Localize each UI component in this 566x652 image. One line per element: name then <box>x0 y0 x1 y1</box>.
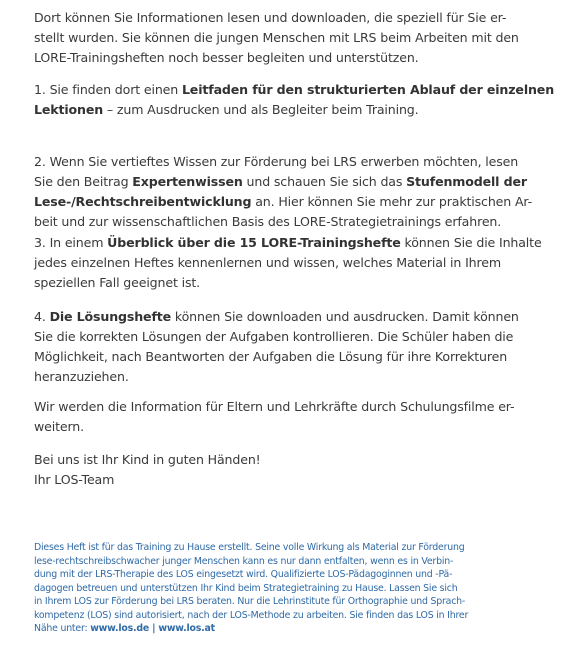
intro-paragraph <box>34 8 519 68</box>
item-2-paragraph <box>34 152 532 232</box>
text-line: LORE-Trainingsheften noch besser begleiten und unterstützen. <box>34 50 419 65</box>
text-line: speziellen Fall geeignet ist. <box>34 275 201 290</box>
text-line: weitern. <box>34 419 84 434</box>
footer-line: dung mit der LRS-Therapie des LOS eingesetzt wird. Qualifizierte LOS-Pädagoginnen und -Pä- <box>34 569 453 580</box>
link-los-de[interactable]: www.los.de <box>90 623 150 634</box>
text-line: jedes einzelnen Heftes kennenlernen und wissen, welches Material in Ihrem <box>34 255 501 270</box>
footer-text: Nähe unter: <box>34 623 91 634</box>
item-3-suffix: können Sie die Inhalte <box>400 235 542 250</box>
closing-paragraph <box>34 397 514 437</box>
link-separator: | <box>149 623 159 634</box>
item-3-paragraph <box>34 233 542 293</box>
item-2-bold-development: Lese-/Rechtschreibentwicklung <box>34 194 252 209</box>
item-2-bold-expert: Expertenwissen <box>132 174 243 189</box>
text-line <box>34 307 519 327</box>
footer-line <box>34 622 534 636</box>
item-2-bold-model: Stufenmodell der <box>406 174 527 189</box>
text-line: heranzuziehen. <box>34 369 129 384</box>
signature-line: Ihr LOS-Team <box>34 472 115 487</box>
text-line: Bei uns ist Ihr Kind in guten Händen! <box>34 452 261 467</box>
text-line <box>34 100 554 120</box>
footer-line: Dieses Heft ist für das Training zu Hause erstellt. Seine volle Wirkung als Material zur Förderung <box>34 542 465 553</box>
item-1-paragraph <box>34 80 554 120</box>
item-1-suffix: – zum Ausdrucken und als Begleiter beim Training. <box>103 102 419 117</box>
footer-note <box>34 541 534 636</box>
item-4-bold-solutions: Die Lösungshefte <box>49 309 172 324</box>
item-2-text: und schauen Sie sich das <box>242 174 407 189</box>
item-3-bold-overview: Überblick über die 15 LORE-Trainingshefte <box>107 235 401 250</box>
item-1-bold-lessons: Lektionen <box>34 102 104 117</box>
text-line: 2. Wenn Sie vertieftes Wissen zur Förderung bei LRS erwerben möchten, lesen <box>34 154 519 169</box>
signoff-paragraph <box>34 450 261 490</box>
link-los-at[interactable]: www.los.at <box>158 623 215 634</box>
text-line: Möglichkeit, nach Beantworten der Aufgaben die Lösung für ihre Korrekturen <box>34 349 508 364</box>
item-2-text: Sie den Beitrag <box>34 174 133 189</box>
footer-line: kompetenz (LOS) sind autorisiert, nach der LOS-Methode zu arbeiten. Sie finden das LOS in Ihrer <box>34 609 469 621</box>
text-line <box>34 192 532 212</box>
text-line: stellt wurden. Sie können die jungen Menschen mit LRS beim Arbeiten mit den <box>34 30 519 45</box>
item-4-paragraph <box>34 307 519 387</box>
text-line <box>34 80 554 100</box>
item-1-prefix: 1. Sie finden dort einen <box>34 82 182 97</box>
item-1-bold-guide: Leitfaden für den strukturierten Ablauf der einzelnen <box>181 82 555 97</box>
text-line <box>34 233 542 253</box>
text-line: beit und zur wissenschaftlichen Basis des LORE-Strategietrainings erfahren. <box>34 214 502 229</box>
item-4-prefix: 4. <box>34 309 50 324</box>
footer-line: lese-rechtschreibschwacher junger Menschen kann es nur dann entfalten, wenn es in Verbin- <box>34 555 454 567</box>
text-line: Sie die korrekten Lösungen der Aufgaben kontrollieren. Die Schüler haben die <box>34 329 514 344</box>
item-3-prefix: 3. In einem <box>34 235 108 250</box>
footer-line: dagogen betreuen und unterstützen Ihr Kind beim Strategietraining zu Hause. Lassen Sie sich <box>34 582 458 594</box>
text-line: Wir werden die Information für Eltern und Lehrkräfte durch Schulungsfilme er- <box>34 399 515 414</box>
text-line: Dort können Sie Informationen lesen und downloaden, die speziell für Sie er- <box>34 10 507 25</box>
item-4-suffix: können Sie downloaden und ausdrucken. Damit können <box>171 309 519 324</box>
footer-line: in Ihrem LOS zur Förderung bei LRS beraten. Nur die Lehrinstitute für Orthographie und Sprach- <box>34 596 466 607</box>
text-line <box>34 172 532 192</box>
item-2-text: an. Hier können Sie mehr zur praktischen Ar- <box>251 194 533 209</box>
